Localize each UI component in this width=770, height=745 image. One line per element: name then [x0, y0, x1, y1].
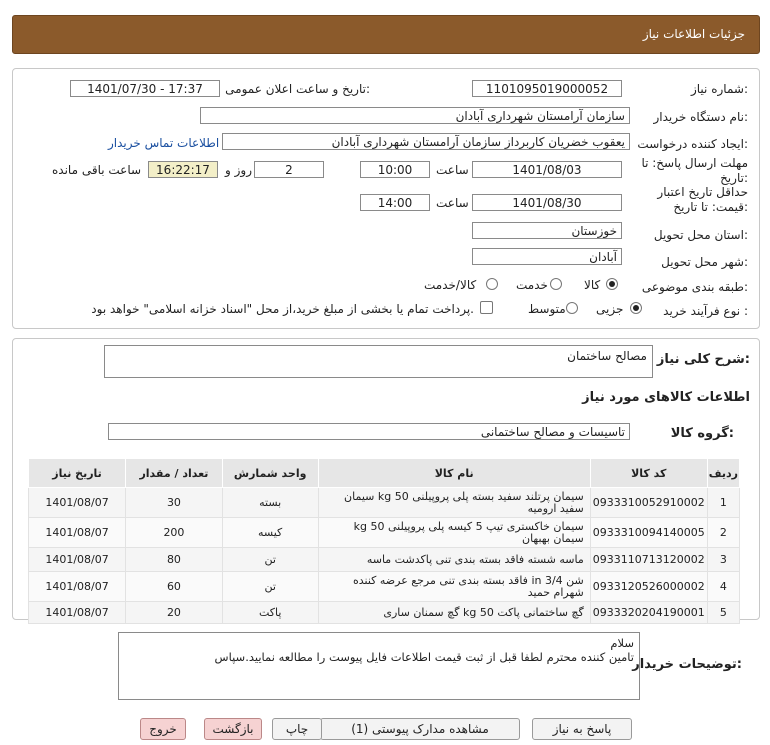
category-option-goods: کالا — [584, 278, 601, 292]
category-option-service: خدمت — [516, 278, 548, 292]
buyer-org-field: سازمان آرامستان شهرداری آبادان — [200, 107, 630, 124]
remaining-time-label: ساعت باقی مانده — [52, 163, 142, 177]
goods-table — [28, 458, 740, 624]
cell-code: 0933310094140005 — [590, 518, 707, 548]
cell-unit: کیسه — [222, 518, 318, 548]
goods-info-title: اطلاعات کالاهای مورد نیاز — [582, 390, 750, 405]
column-header-date: تاریخ نیاز — [29, 459, 126, 488]
buyer-notes-line2: تامین کننده محترم لطفا قبل از ثبت قیمت اطلاعات فایل پیوست را مطالعه نمایید.سپاس — [214, 650, 634, 664]
cell-unit: بسته — [222, 488, 318, 518]
price-validity-label: حداقل تاریخ اعتبار قیمت: تا تاریخ: — [657, 185, 748, 214]
category-radio-goods-service[interactable] — [486, 278, 498, 290]
province-label: استان محل تحویل: — [653, 228, 748, 242]
cell-name: شن 3/4 in فاقد بسته بندی تنی مرجع عرضه کننده شهرام حمید — [318, 572, 590, 602]
process-option-minor: جزیی — [596, 302, 624, 316]
deadline-date-field: 1401/08/03 — [472, 161, 622, 178]
goods-group-field: تاسیسات و مصالح ساختمانی — [108, 423, 630, 440]
cell-row: 1 — [707, 488, 739, 518]
print-button[interactable]: چاپ — [272, 718, 322, 740]
column-header-unit: واحد شمارش — [222, 459, 318, 488]
need-number-label: شماره نیاز: — [690, 82, 748, 96]
cell-code: 0933110713120002 — [590, 548, 707, 572]
city-label: شهر محل تحویل: — [661, 255, 748, 269]
cell-qty: 80 — [126, 548, 223, 572]
cell-name: سیمان خاکستری تیپ 5 کیسه پلی پروپیلنی 50 kg سیمان بهبهان — [318, 518, 590, 548]
price-validity-time-field: 14:00 — [360, 194, 430, 211]
buyer-org-label: نام دستگاه خریدار: — [653, 110, 748, 124]
table-row — [29, 602, 740, 624]
cell-row: 2 — [707, 518, 739, 548]
table-row — [29, 518, 740, 548]
page-header — [12, 15, 760, 54]
cell-row: 3 — [707, 548, 739, 572]
attachments-button[interactable]: مشاهده مدارک پیوستی (1) — [320, 718, 520, 740]
buyer-contact-link[interactable]: اطلاعات تماس خریدار — [108, 136, 220, 150]
cell-date: 1401/08/07 — [29, 518, 126, 548]
exit-button[interactable]: خروج — [140, 718, 186, 740]
summary-field: مصالح ساختمان — [104, 345, 653, 378]
announce-datetime-label: تاریخ و ساعت اعلان عمومی: — [225, 82, 370, 96]
cell-name: سیمان پرتلند سفید بسته پلی پروپیلنی 50 kg سیمان سفید ارومیه — [318, 488, 590, 518]
cell-qty: 60 — [126, 572, 223, 602]
cell-date: 1401/08/07 — [29, 572, 126, 602]
buyer-notes-line1: سلام — [610, 636, 634, 650]
cell-name: ماسه شسته فاقد بسته بندی تنی پاکدشت ماسه — [318, 548, 590, 572]
province-field: خوزستان — [472, 222, 622, 239]
process-label: نوع فرآیند خرید : — [663, 304, 748, 318]
cell-unit: تن — [222, 548, 318, 572]
cell-qty: 20 — [126, 602, 223, 624]
cell-row: 5 — [707, 602, 739, 624]
deadline-time-field: 10:00 — [360, 161, 430, 178]
buyer-notes-box — [118, 632, 640, 700]
table-header-row — [29, 459, 740, 488]
column-header-row: ردیف — [707, 459, 739, 488]
cell-code: 0933320204190001 — [590, 602, 707, 624]
cell-date: 1401/08/07 — [29, 602, 126, 624]
column-header-name: نام کالا — [318, 459, 590, 488]
reply-button[interactable]: پاسخ به نیاز — [532, 718, 632, 740]
treasury-note: پرداخت تمام یا بخشی از مبلغ خرید،از محل "اسناد خزانه اسلامی" خواهد بود. — [91, 302, 474, 316]
category-radio-service[interactable] — [550, 278, 562, 290]
deadline-days-label: روز و — [225, 163, 252, 177]
buyer-notes-label: توضیحات خریدار: — [632, 657, 742, 672]
announce-datetime-field: 1401/07/30 - 17:37 — [70, 80, 220, 97]
back-button[interactable]: بازگشت — [204, 718, 262, 740]
cell-date: 1401/08/07 — [29, 488, 126, 518]
column-header-code: کد کالا — [590, 459, 707, 488]
treasury-checkbox[interactable] — [480, 301, 493, 314]
process-radio-minor[interactable] — [630, 302, 642, 314]
need-number-field: 1101095019000052 — [472, 80, 622, 97]
deadline-label: مهلت ارسال پاسخ: تا تاریخ: — [641, 156, 748, 185]
cell-name: گچ ساختمانی پاکت 50 kg گچ سمنان ساری — [318, 602, 590, 624]
table-row — [29, 572, 740, 602]
goods-group-label: گروه کالا: — [670, 426, 734, 441]
price-validity-time-label: ساعت — [436, 196, 469, 210]
city-field: آبادان — [472, 248, 622, 265]
cell-qty: 30 — [126, 488, 223, 518]
category-label: طبقه بندی موضوعی: — [641, 280, 748, 294]
cell-qty: 200 — [126, 518, 223, 548]
deadline-time-label: ساعت — [436, 163, 469, 177]
price-validity-date-field: 1401/08/30 — [472, 194, 622, 211]
cell-date: 1401/08/07 — [29, 548, 126, 572]
process-radio-medium[interactable] — [566, 302, 578, 314]
cell-code: 0933310052910002 — [590, 488, 707, 518]
page-title: جزئیات اطلاعات نیاز — [642, 27, 745, 41]
requester-field: یعقوب خضریان کاربرداز سازمان آرامستان شهرداری آبادان — [222, 133, 630, 150]
cell-code: 0933120526000002 — [590, 572, 707, 602]
table-row — [29, 548, 740, 572]
deadline-days-field: 2 — [254, 161, 324, 178]
category-radio-goods[interactable] — [606, 278, 618, 290]
requester-label: ایجاد کننده درخواست: — [637, 137, 748, 151]
category-option-goods-service: کالا/خدمت — [424, 278, 477, 292]
remaining-time-field: 16:22:17 — [148, 161, 218, 178]
process-option-medium: متوسط — [528, 302, 566, 316]
cell-row: 4 — [707, 572, 739, 602]
cell-unit: پاکت — [222, 602, 318, 624]
column-header-qty: تعداد / مقدار — [126, 459, 223, 488]
summary-label: شرح کلی نیاز: — [656, 352, 750, 367]
cell-unit: تن — [222, 572, 318, 602]
table-row — [29, 488, 740, 518]
